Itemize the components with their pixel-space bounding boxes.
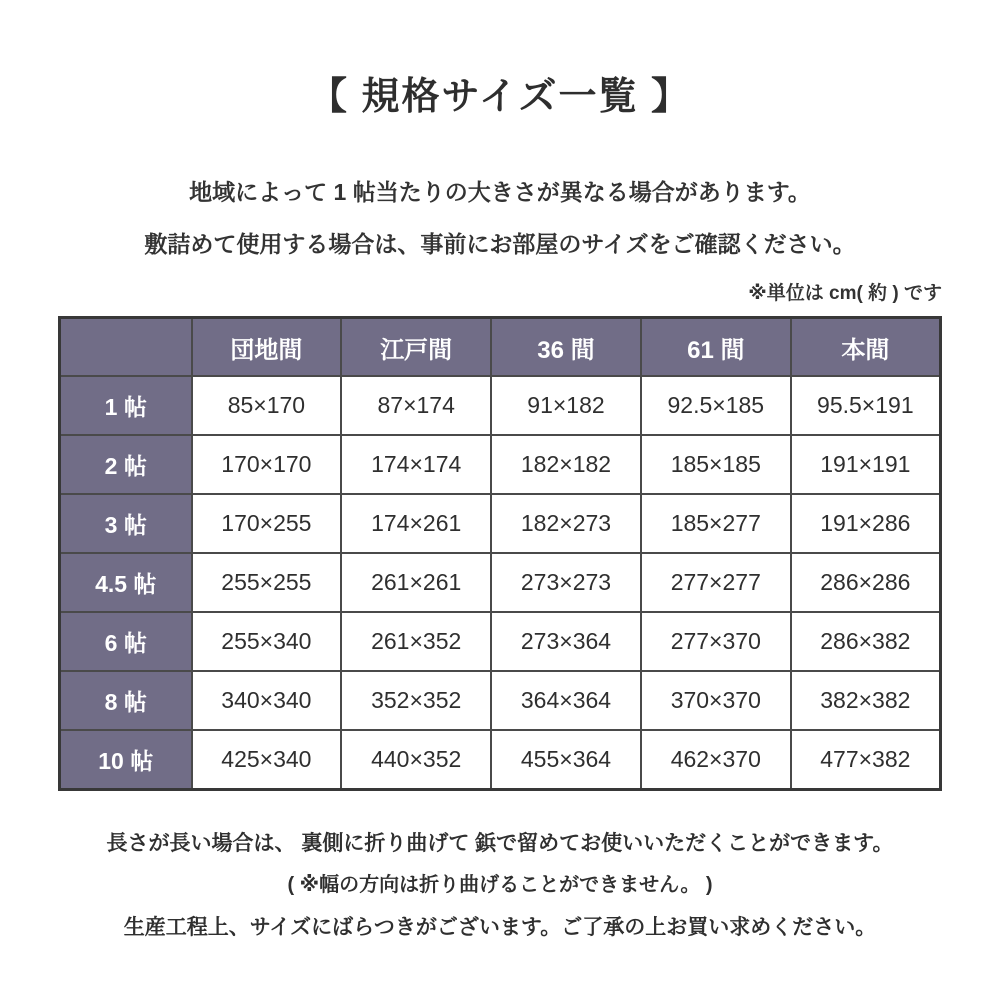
- size-cell: 477×382: [791, 730, 941, 790]
- row-label: 4.5 帖: [60, 553, 192, 612]
- table-row-4-5jo: [60, 553, 941, 612]
- row-label: 10 帖: [60, 730, 192, 790]
- size-cell: 440×352: [341, 730, 491, 790]
- size-cell: 170×170: [192, 435, 342, 494]
- footer-line-1: 長さが長い場合は、 裏側に折り曲げて 鋲で留めてお使いいただくことができます。: [106, 832, 894, 855]
- column-header-honma: 本間: [791, 318, 941, 377]
- size-cell: 425×340: [192, 730, 342, 790]
- size-cell: 255×340: [192, 612, 342, 671]
- size-cell: 352×352: [341, 671, 491, 730]
- size-cell: 261×352: [341, 612, 491, 671]
- intro-line-1: 地域によって 1 帖当たりの大きさが異なる場合があります。: [189, 179, 811, 205]
- table-row-6jo: [60, 612, 941, 671]
- size-cell: 340×340: [192, 671, 342, 730]
- size-cell: 85×170: [192, 376, 342, 435]
- size-cell: 277×277: [641, 553, 791, 612]
- size-cell: 273×273: [491, 553, 641, 612]
- column-header-61ma: 61 間: [641, 318, 791, 377]
- size-cell: 286×286: [791, 553, 941, 612]
- size-cell: 185×277: [641, 494, 791, 553]
- footer-line-2: ( ※幅の方向は折り曲げることができません。 ): [287, 874, 713, 896]
- size-cell: 455×364: [491, 730, 641, 790]
- row-label: 2 帖: [60, 435, 192, 494]
- size-cell: 277×370: [641, 612, 791, 671]
- column-header-edoma: 江戸間: [341, 318, 491, 377]
- size-cell: 174×261: [341, 494, 491, 553]
- size-cell: 91×182: [491, 376, 641, 435]
- size-cell: 191×286: [791, 494, 941, 553]
- size-cell: 87×174: [341, 376, 491, 435]
- header-row: [60, 318, 941, 377]
- row-label: 6 帖: [60, 612, 192, 671]
- size-cell: 364×364: [491, 671, 641, 730]
- row-label: 8 帖: [60, 671, 192, 730]
- size-cell: 182×182: [491, 435, 641, 494]
- table-row-2jo: [60, 435, 941, 494]
- size-cell: 255×255: [192, 553, 342, 612]
- size-cell: 170×255: [192, 494, 342, 553]
- size-cell: 286×382: [791, 612, 941, 671]
- row-label: 1 帖: [60, 376, 192, 435]
- size-cell: 462×370: [641, 730, 791, 790]
- size-cell: 191×191: [791, 435, 941, 494]
- table-row-3jo: [60, 494, 941, 553]
- size-cell: 382×382: [791, 671, 941, 730]
- footer-notes: [0, 829, 1000, 943]
- size-table: [58, 316, 942, 791]
- table-row-10jo: [60, 730, 941, 790]
- intro-text: [0, 166, 1000, 270]
- column-header-danchima: 団地間: [192, 318, 342, 377]
- footer-line-3: 生産工程上、サイズにばらつきがございます。ご了承の上お買い求めください。: [123, 916, 877, 939]
- size-cell: 185×185: [641, 435, 791, 494]
- corner-cell: [60, 318, 192, 377]
- size-cell: 261×261: [341, 553, 491, 612]
- intro-line-2: 敷詰めて使用する場合は、事前にお部屋のサイズをご確認ください。: [144, 231, 856, 257]
- table-row-1jo: [60, 376, 941, 435]
- size-cell: 370×370: [641, 671, 791, 730]
- table-row-8jo: [60, 671, 941, 730]
- size-cell: 174×174: [341, 435, 491, 494]
- page-title: 【 規格サイズ一覧 】: [308, 76, 692, 118]
- row-label: 3 帖: [60, 494, 192, 553]
- size-cell: 182×273: [491, 494, 641, 553]
- size-cell: 95.5×191: [791, 376, 941, 435]
- size-cell: 92.5×185: [641, 376, 791, 435]
- column-header-36ma: 36 間: [491, 318, 641, 377]
- size-cell: 273×364: [491, 612, 641, 671]
- unit-note: ※単位は cm( 約 ) です: [748, 283, 942, 304]
